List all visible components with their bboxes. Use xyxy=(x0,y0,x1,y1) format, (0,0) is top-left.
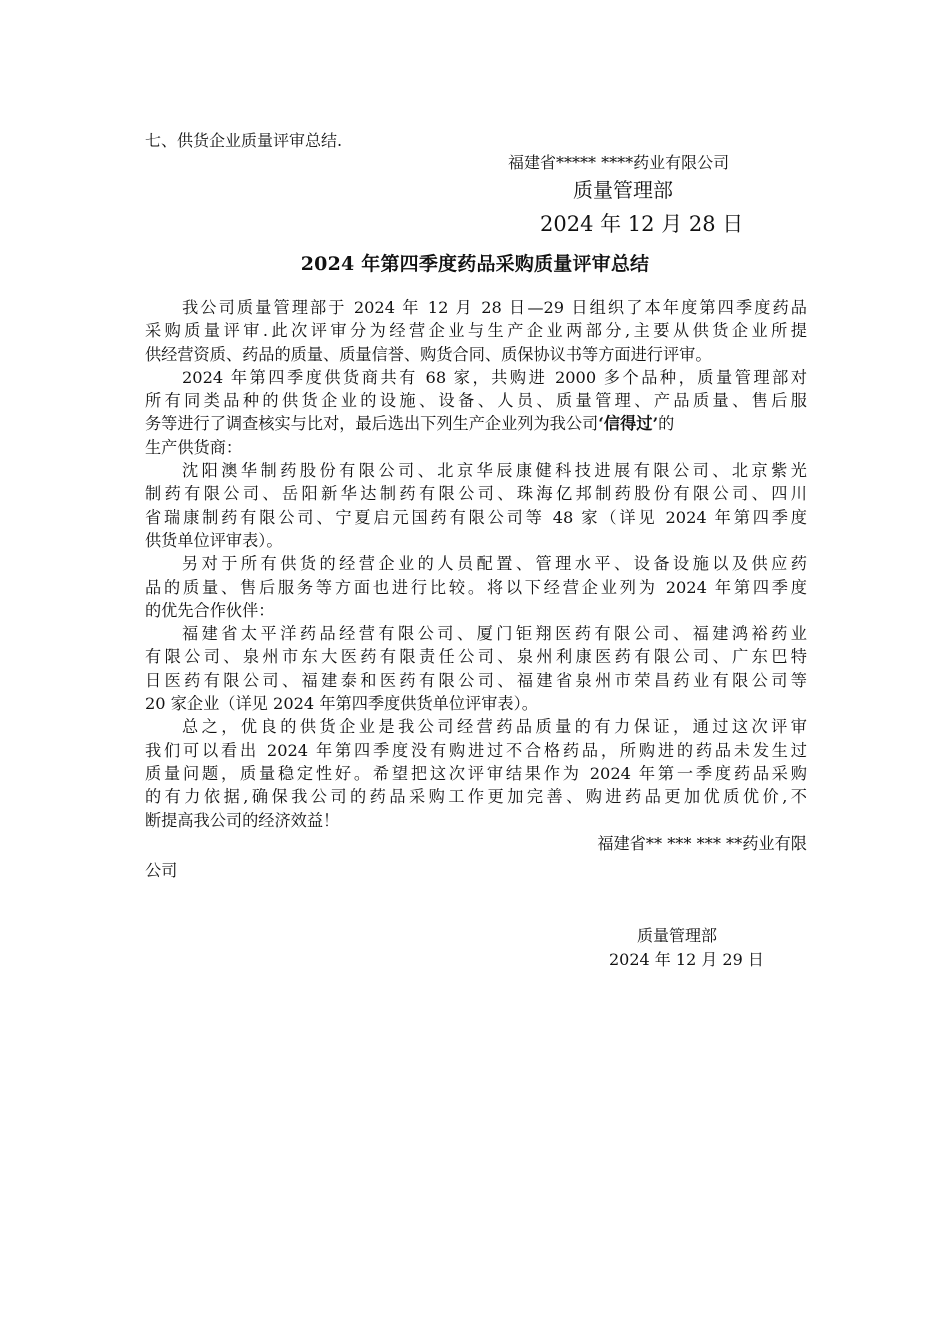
body-line: 所有同类品种的供货企业的设施、设备、人员、质量管理、产品质量、售后服 xyxy=(145,391,807,411)
body-line: 省瑞康制药有限公司、宁夏启元国药有限公司等 48 家（详见 2024 年第四季度 xyxy=(145,507,807,527)
body-line-with-emphasis xyxy=(145,412,807,435)
section-heading: 七、供货企业质量评审总结. xyxy=(145,131,343,150)
body-line: 的优先合作伙伴： xyxy=(145,600,275,620)
signature-company-line2: 公司 xyxy=(145,861,178,881)
body-line: 我公司质量管理部于 2024 年 12 月 28 日—29 日组织了本年度第四季度药品 xyxy=(182,298,807,317)
body-line: 福建省太平洋药品经营有限公司、厦门钜翔医药有限公司、福建鸿裕药业 xyxy=(182,624,807,644)
date-header: 2024 年 12 月 28 日 xyxy=(540,212,744,236)
body-line: 2024 年第四季度供货商共有 68 家，共购进 2000 多个品种，质量管理部对 xyxy=(182,367,807,387)
body-line: 供经营资质、药品的质量、质量信誉、购货合同、质保协议书等方面进行评审。 xyxy=(145,344,712,364)
department-header: 质量管理部 xyxy=(573,178,673,202)
signature-department: 质量管理部 xyxy=(637,926,718,945)
body-line: 总之，优良的供货企业是我公司经营药品质量的有力保证，通过这次评审 xyxy=(182,717,807,737)
signature-date: 2024 年 12 月 29 日 xyxy=(609,950,764,969)
body-line: 质量问题，质量稳定性好。希望把这次评审结果作为 2024 年第一季度药品采购 xyxy=(145,763,807,783)
emphasis-suffix: 的 xyxy=(658,414,675,434)
company-name-header: 福建省***** ****药业有限公司 xyxy=(508,153,730,172)
body-line-text: 务等进行了调查核实与比对，最后选出下列生产企业列为我公司 xyxy=(145,414,599,434)
body-line: 生产供货商： xyxy=(145,437,243,457)
body-line: 断提高我公司的经济效益！ xyxy=(145,810,340,830)
signature-company-line1: 福建省** *** *** **药业有限 xyxy=(597,833,807,853)
body-line: 的有力依据,确保我公司的药品采购工作更加完善、购进药品更加优质优价,不 xyxy=(145,787,807,807)
body-line: 有限公司、泉州市东大医药有限责任公司、泉州利康医药有限公司、广东巴特 xyxy=(145,647,807,667)
body-line: 供货单位评审表）。 xyxy=(145,530,283,550)
body-line: 采购质量评审.此次评审分为经营企业与生产企业两部分,主要从供货企业所提 xyxy=(145,321,807,341)
body-line: 日医药有限公司、福建泰和医药有限公司、福建省泉州市荣昌药业有限公司等 xyxy=(145,670,807,690)
body-line: 我们可以看出 2024 年第四季度没有购进过不合格药品，所购进的药品未发生过 xyxy=(145,740,807,760)
body-line: 制药有限公司、岳阳新华达制药有限公司、珠海亿邦制药股份有限公司、四川 xyxy=(145,484,807,504)
body-line: 品的质量、售后服务等方面也进行比较。将以下经营企业列为 2024 年第四季度 xyxy=(145,577,807,597)
body-line: 另对于所有供货的经营企业的人员配置、管理水平、设备设施以及供应药 xyxy=(182,554,807,574)
document-body xyxy=(145,296,807,882)
emphasis-trusted: ‘信得过’ xyxy=(598,414,659,434)
body-line: 沈阳澳华制药股份有限公司、北京华辰康健科技进展有限公司、北京紫光 xyxy=(182,461,807,481)
document-title: 2024 年第四季度药品采购质量评审总结 xyxy=(300,253,650,275)
body-line: 20 家企业（详见 2024 年第四季度供货单位评审表）。 xyxy=(145,694,538,714)
